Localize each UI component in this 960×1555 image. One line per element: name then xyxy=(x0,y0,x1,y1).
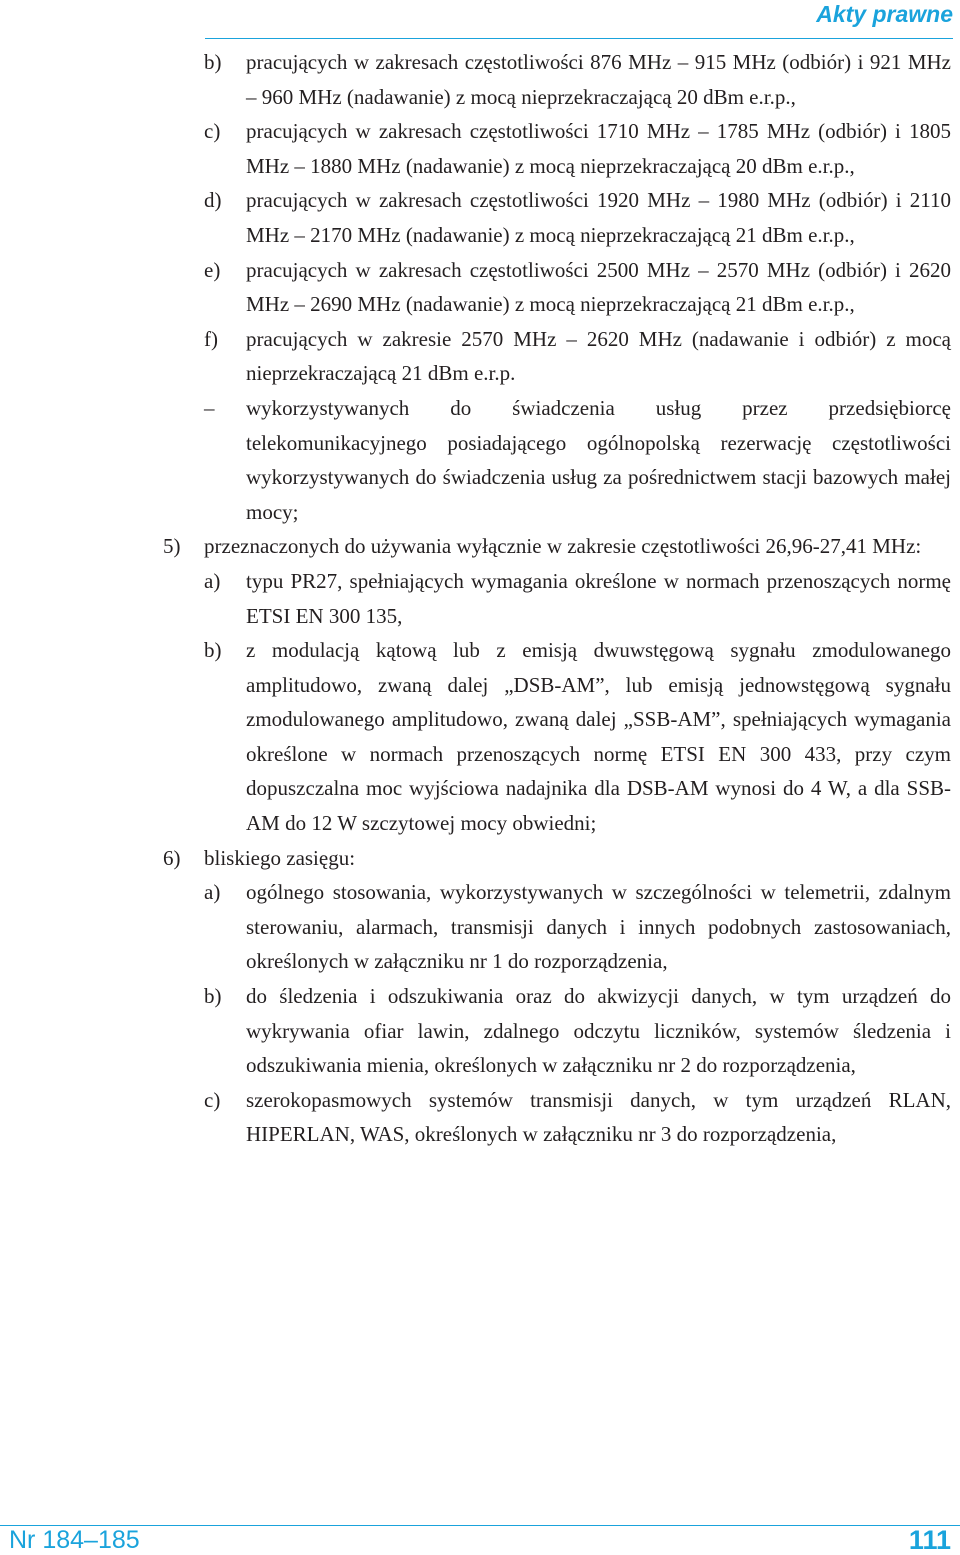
issue-number: Nr 184–185 xyxy=(9,1526,140,1554)
list-item-text: pracujących w zakresach częstotliwości 2500 MHz – 2570 MHz (odbiór) i 2620 MHz – 2690 MHz (nadawanie) z mocą nieprzekraczającą 21 dBm e.r.p., xyxy=(246,257,951,317)
list-item-text: pracujących w zakresach częstotliwości 1710 MHz – 1785 MHz (odbiór) i 1805 MHz – 1880 MHz (nadawanie) z mocą nieprzekraczającą 20 dBm e.r.p., xyxy=(246,119,951,178)
list-marker: c) xyxy=(204,119,221,144)
list-item-text: z modulacją kątową lub z emisją dwuwstęgową sygnału zmodulowanego amplitudowo, zwaną dalej „DSB-AM”, lub emisją jednowstęgową sygnału zmodulowanego amplitudowo, zwaną dalej „SSB-AM”, spełniających wymagania określone w normach przenoszących normę ETSI EN 300 433, przy czym dopuszczalna moc wyjściowa nadajnika dla DSB-AM wynosi do 4 W, a dla SSB-AM do 12 W szczytowej mocy obwiedni; xyxy=(246,638,951,836)
list-marker: b) xyxy=(204,984,222,1009)
list-item-b-tracking xyxy=(0,979,960,1083)
page-number: 111 xyxy=(908,1525,951,1555)
list-marker: a) xyxy=(204,568,221,593)
list-marker: b) xyxy=(204,638,222,663)
footer-divider xyxy=(0,1525,960,1526)
list-item-6-short-range xyxy=(0,841,960,876)
list-item-text: do śledzenia i odszukiwania oraz do akwizycji danych, w tym urządzeń do wykrywania ofiar lawin, zdalnego odczytu liczników, systemów śledzenia i odszukiwania mienia, określonych w załączniku nr 2 do rozporządzenia, xyxy=(246,984,951,1078)
list-item-text: pracujących w zakresach częstotliwości 1920 MHz – 1980 MHz (odbiór) i 2110 MHz – 2170 MHz (nadawanie) z mocą nieprzekraczającą 21 dBm e.r.p., xyxy=(246,188,951,247)
list-marker: d) xyxy=(204,188,222,213)
list-item-d-1920mhz xyxy=(0,183,960,252)
list-item-text: pracujących w zakresie 2570 MHz – 2620 MHz (nadawanie i odbiór) z mocą nieprzekraczającą 21 dBm e.r.p. xyxy=(246,326,951,386)
list-item-b-876mhz xyxy=(0,45,960,114)
list-item-text: szerokopasmowych systemów transmisji danych, w tym urządzeń RLAN, HIPERLAN, WAS, określonych w załączniku nr 3 do rozporządzenia, xyxy=(246,1087,951,1147)
list-marker: a) xyxy=(204,880,221,905)
list-item-text: bliskiego zasięgu: xyxy=(204,845,356,870)
list-item-text: wykorzystywanych do świadczenia usług przez przedsiębiorcę telekomunikacyjnego posiadającego ogólnopolską rezerwację częstotliwości wykorzystywanych do świadczenia usług za pośrednictwem stacji bazowych małej mocy; xyxy=(246,395,951,524)
list-item-c-1710mhz xyxy=(0,114,960,183)
dash-marker: – xyxy=(204,395,215,420)
list-item-text: pracujących w zakresach częstotliwości 876 MHz – 915 MHz (odbiór) i 921 MHz – 960 MHz (nadawanie) z mocą nieprzekraczającą 20 dBm e.r.p., xyxy=(246,50,951,109)
section-title: Akty prawne xyxy=(816,1,953,27)
list-marker: 6) xyxy=(163,845,181,870)
document-body xyxy=(0,45,960,1152)
list-item-text: typu PR27, spełniających wymagania określone w normach przenoszących normę ETSI EN 300 135, xyxy=(246,568,951,628)
list-marker: 5) xyxy=(163,534,181,559)
header-divider xyxy=(205,38,953,39)
list-item-e-2500mhz xyxy=(0,253,960,322)
list-marker: e) xyxy=(204,257,221,282)
list-marker: b) xyxy=(204,50,222,74)
list-item-text: ogólnego stosowania, wykorzystywanych w szczególności w telemetrii, zdalnym sterowaniu, alarmach, transmisji danych i innych podobnych zastosowaniach, określonych w załączniku nr 1 do rozporządzenia, xyxy=(246,880,951,974)
list-marker: c) xyxy=(204,1087,221,1112)
list-item-5-cb-radio xyxy=(0,529,960,564)
list-item-c-broadband xyxy=(0,1083,960,1152)
list-item-dash-small-cells xyxy=(0,391,960,529)
list-item-b-modulation xyxy=(0,633,960,841)
list-item-f-2570mhz xyxy=(0,322,960,391)
list-item-a-general-use xyxy=(0,875,960,979)
list-item-a-pr27 xyxy=(0,564,960,633)
list-item-text: przeznaczonych do używania wyłącznie w zakresie częstotliwości 26,96-27,41 MHz: xyxy=(204,534,922,559)
list-marker: f) xyxy=(204,326,218,351)
